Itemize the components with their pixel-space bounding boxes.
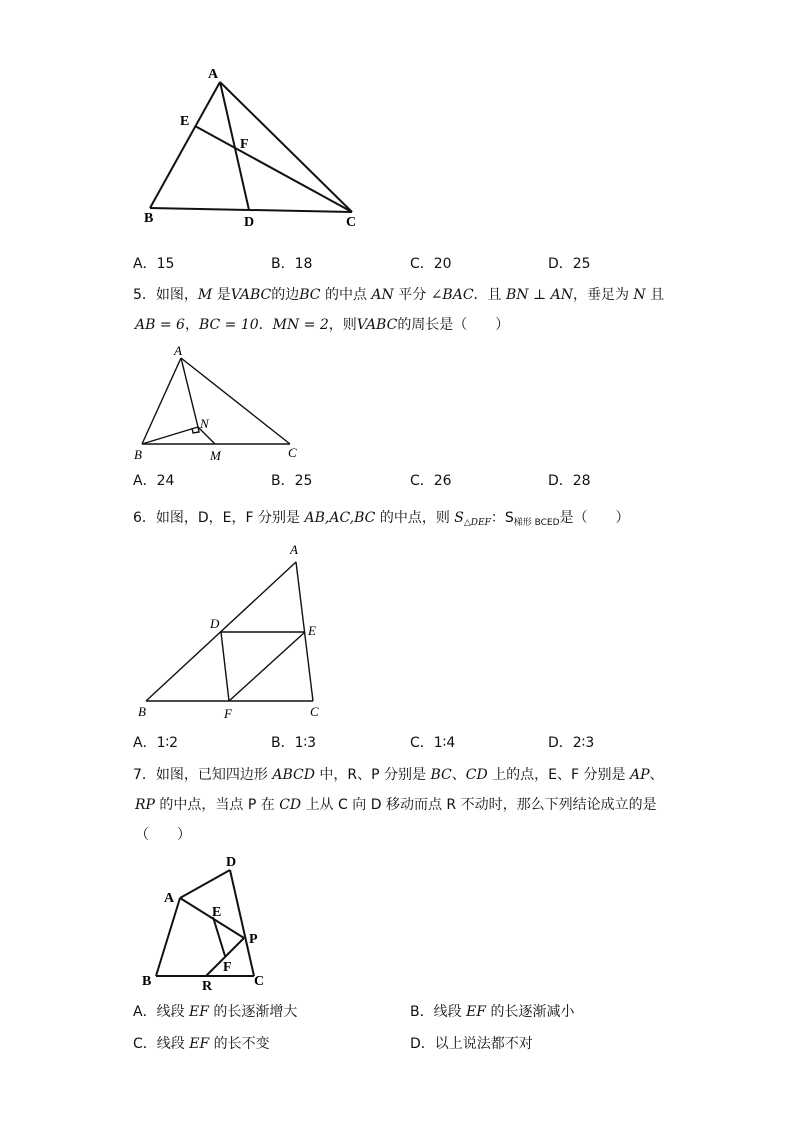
q7-label-e: E	[212, 905, 222, 920]
q7-label-a: A	[164, 891, 175, 906]
q5-option-a[interactable]: A．24	[133, 473, 175, 489]
q4-triangle-figure	[130, 60, 380, 240]
q5-label-a: A	[174, 343, 182, 358]
q7-question-line1: 7．如图，已知四边形 ABCD 中，R、P 分别是 BC、CD 上的点，E、F 分别是 AP、	[133, 767, 664, 783]
q5-label-m: M	[210, 448, 221, 463]
q4-label-d: D	[244, 215, 255, 230]
q7-label-p: P	[249, 932, 258, 947]
q5-question-line2: AB = 6，BC = 10．MN = 2，则VABC的周长是（ ）	[135, 317, 510, 333]
q6-triangle-figure	[130, 540, 340, 725]
q4-label-a: A	[208, 67, 219, 82]
q5-option-d[interactable]: D．28	[548, 473, 591, 489]
q5-option-b[interactable]: B．25	[271, 473, 313, 489]
q6-label-a: A	[290, 542, 298, 557]
q5-label-c: C	[288, 445, 297, 460]
q7-question-line3: （ ）	[135, 827, 191, 843]
q4-option-d[interactable]: D．25	[548, 256, 591, 272]
q4-label-c: C	[346, 215, 357, 230]
q6-label-b: B	[138, 704, 146, 719]
q5-option-c[interactable]: C．26	[410, 473, 452, 489]
q4-option-a[interactable]: A．15	[133, 256, 175, 272]
q7-option-b[interactable]: B．线段 EF 的长逐渐减小	[410, 1004, 575, 1020]
q4-option-c[interactable]: C．20	[410, 256, 452, 272]
q7-label-r: R	[202, 979, 213, 994]
q7-option-d[interactable]: D．以上说法都不对	[410, 1036, 533, 1052]
q7-option-a[interactable]: A．线段 EF 的长逐渐增大	[133, 1004, 298, 1020]
q4-label-e: E	[180, 114, 190, 129]
q6-label-e: E	[308, 623, 316, 638]
q7-label-b: B	[142, 974, 152, 989]
q6-option-b[interactable]: B．1∶3	[271, 735, 317, 751]
q6-option-c[interactable]: C．1∶4	[410, 735, 456, 751]
q6-label-f: F	[224, 706, 232, 721]
q5-label-b: B	[134, 447, 142, 462]
q7-label-d: D	[226, 855, 237, 870]
q7-option-c[interactable]: C．线段 EF 的长不变	[133, 1036, 270, 1052]
q6-label-d: D	[210, 616, 220, 631]
q4-option-b[interactable]: B．18	[271, 256, 313, 272]
q6-option-d[interactable]: D．2∶3	[548, 735, 595, 751]
q4-label-f: F	[240, 137, 249, 152]
q6-question: 6．如图，D，E，F 分别是 AB,AC,BC 的中点，则 $S_{\triangle DEF}$：$S_{梯形 BCED}$是（ ）	[133, 510, 630, 528]
q5-triangle-figure	[130, 342, 310, 467]
q7-label-f: F	[223, 960, 232, 975]
q6-option-a[interactable]: A．1∶2	[133, 735, 179, 751]
q7-label-c: C	[254, 974, 265, 989]
q6-label-c: C	[310, 704, 319, 719]
q4-label-b: B	[144, 211, 154, 226]
q7-question-line2: RP 的中点，当点 P 在 CD 上从 C 向 D 移动而点 R 不动时，那么下列结论成立的是	[135, 797, 657, 813]
q7-quadrilateral-figure	[130, 850, 280, 995]
q5-label-n: N	[200, 416, 209, 431]
q5-question-line1: 5．如图，M 是VABC的边BC 的中点 AN 平分 ∠BAC．且 BN ⊥ AN，垂足为 N 且	[133, 287, 665, 303]
